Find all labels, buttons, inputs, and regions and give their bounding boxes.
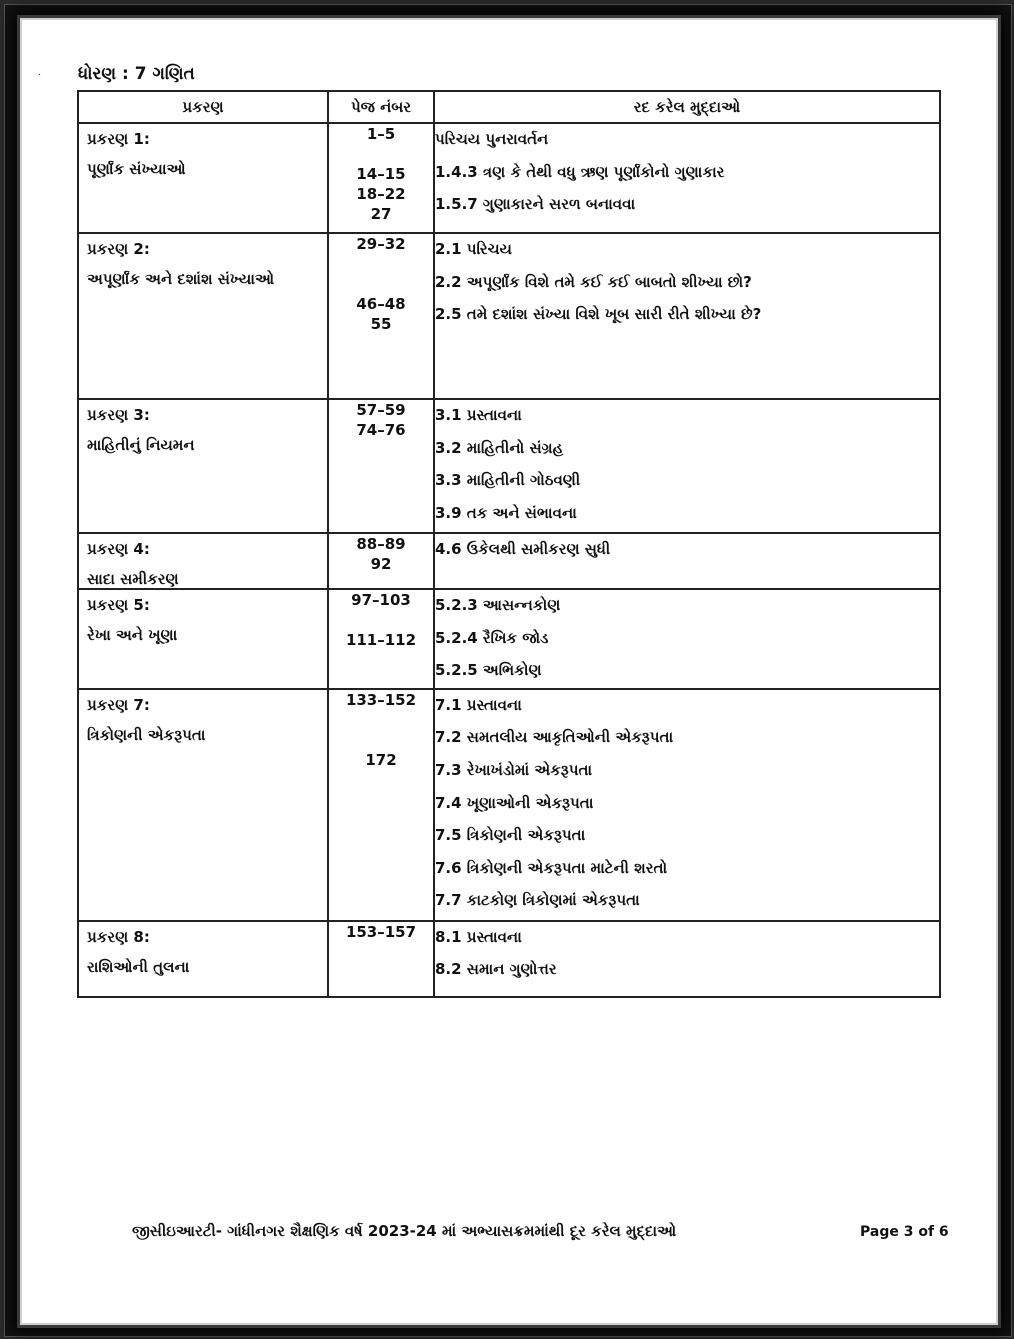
column-header-topics: રદ કરેલ મુદ્દાઓ xyxy=(434,91,940,123)
pages-cell xyxy=(328,123,434,233)
page-range: 27 xyxy=(370,205,392,223)
column-header-chapter: પ્રકરણ xyxy=(78,91,328,123)
chapter-number: પ્રકરણ 2: xyxy=(87,240,150,258)
chapter-name: રાશિઓની તુલના xyxy=(87,957,190,976)
scan-mark: · xyxy=(38,70,42,81)
page-range: 153–157 xyxy=(345,922,417,941)
removed-topic: 2.5 તમે દશાંશ સંખ્યા વિશે ખૂબ સારી રીતે શીખ્યા છે? xyxy=(435,305,762,324)
chapter-number: પ્રકરણ 7: xyxy=(87,695,150,714)
page-range: 111–112 xyxy=(345,631,417,649)
syllabus-table xyxy=(77,90,941,998)
page-range: 92 xyxy=(370,555,392,573)
page-range: 74–76 xyxy=(356,421,406,439)
removed-topic: 2.1 પરિચય xyxy=(435,240,512,258)
page-range: 88–89 xyxy=(356,535,406,553)
page-range: 1–5 xyxy=(366,125,396,143)
page-range: 172 xyxy=(365,750,397,769)
chapter-row xyxy=(78,533,940,589)
chapter-cell xyxy=(78,589,328,689)
pages-cell xyxy=(328,921,434,997)
page-range: 97–103 xyxy=(351,591,411,609)
topics-cell xyxy=(434,689,940,921)
chapter-name: પૂર્ણાંક સંખ્યાઓ xyxy=(87,160,186,178)
removed-topic: 7.2 સમતલીય આકૃતિઓની એકરૂપતા xyxy=(435,728,674,747)
removed-topic: 3.3 માહિતીની ગોઠવણી xyxy=(435,471,581,490)
removed-topic: 5.2.4 રૈખિક જોડ xyxy=(435,628,549,647)
topics-cell xyxy=(434,533,940,589)
page-range: 46–48 xyxy=(356,295,406,313)
chapter-number: પ્રકરણ 5: xyxy=(87,596,150,614)
removed-topic: 7.6 ત્રિકોણની એકરૂપતા માટેની શરતો xyxy=(435,858,668,877)
removed-topic: 3.9 તક અને સંભાવના xyxy=(435,503,577,522)
removed-topic: 1.4.3 ત્રણ કે તેથી વધુ ઋણ પૂર્ણાંકોનો ગુણાકાર xyxy=(435,162,725,181)
chapter-cell xyxy=(78,689,328,921)
topics-cell xyxy=(434,123,940,233)
pages-cell xyxy=(328,399,434,533)
page-range: 57–59 xyxy=(356,401,406,419)
chapter-number: પ્રકરણ 1: xyxy=(87,130,150,148)
page-range: 133–152 xyxy=(345,690,417,709)
chapter-row xyxy=(78,589,940,689)
page-range: 18–22 xyxy=(356,185,406,203)
page-number: Page 3 of 6 xyxy=(860,1224,949,1240)
removed-topic: 8.2 સમાન ગુણોત્તર xyxy=(435,960,557,979)
page-range xyxy=(329,274,433,294)
chapter-name: ત્રિકોણની એકરૂપતા xyxy=(87,725,206,744)
page-range: 55 xyxy=(370,315,392,333)
chapter-name: રેખા અને ખૂણા xyxy=(87,626,178,644)
topics-cell xyxy=(434,589,940,689)
page-range: 14–15 xyxy=(356,165,406,183)
pages-cell xyxy=(328,589,434,689)
removed-topic: 4.6 ઉકેલથી સમીકરણ સુધી xyxy=(435,540,611,558)
chapter-name: સાદા સમીકરણ xyxy=(87,570,179,588)
chapter-cell xyxy=(78,533,328,589)
chapter-cell xyxy=(78,399,328,533)
page-range: 29–32 xyxy=(356,235,406,253)
topics-cell xyxy=(434,399,940,533)
removed-topic: 7.4 ખૂણાઓની એકરૂપતા xyxy=(435,793,594,812)
chapter-row xyxy=(78,123,940,233)
removed-topic: 1.5.7 ગુણાકારને સરળ બનાવવા xyxy=(435,195,636,214)
page-range xyxy=(329,144,433,164)
topics-cell xyxy=(434,233,940,399)
chapter-cell xyxy=(78,921,328,997)
pages-cell xyxy=(328,689,434,921)
chapter-name: અપૂર્ણાંક અને દશાંશ સંખ્યાઓ xyxy=(87,270,275,288)
chapter-cell xyxy=(78,233,328,399)
page-range xyxy=(329,730,433,750)
removed-topic: 3.1 પ્રસ્તાવના xyxy=(435,406,522,424)
pages-cell xyxy=(328,533,434,589)
table-header-row xyxy=(78,91,940,123)
removed-topic: 8.1 પ્રસ્તાવના xyxy=(435,927,522,946)
chapter-number: પ્રકરણ 8: xyxy=(87,927,150,946)
removed-topic: 7.1 પ્રસ્તાવના xyxy=(435,695,522,714)
chapter-number: પ્રકરણ 3: xyxy=(87,406,150,424)
footer-text: જીસીઇઆરટી- ગાંધીનગર શૈક્ષણિક વર્ષ 2023-24 માં અભ્યાસક્રમમાંથી દૂર કરેલ મુદ્દાઓ xyxy=(132,1222,677,1240)
document-page xyxy=(20,18,998,1325)
removed-topic: 5.2.5 અભિકોણ xyxy=(435,661,542,680)
column-header-pages: પેજ નંબર xyxy=(328,91,434,123)
removed-topic: 3.2 માહિતીનો સંગ્રહ xyxy=(435,438,564,457)
page-heading: ધોરણ : 7 ગણિત xyxy=(78,64,195,84)
chapter-row xyxy=(78,689,940,921)
chapter-cell xyxy=(78,123,328,233)
removed-topic: 2.2 અપૂર્ણાંક વિશે તમે કઈ કઈ બાબતો શીખ્યા છો? xyxy=(435,272,752,291)
page-range xyxy=(329,254,433,274)
pages-cell xyxy=(328,233,434,399)
table-body xyxy=(78,123,940,997)
chapter-row xyxy=(78,921,940,997)
chapter-row xyxy=(78,233,940,399)
removed-topic: 5.2.3 આસન્નકોણ xyxy=(435,596,561,614)
removed-topic: 7.3 રેખાખંડોમાં એકરૂપતા xyxy=(435,760,593,779)
chapter-row xyxy=(78,399,940,533)
removed-topic: 7.7 કાટકોણ ત્રિકોણમાં એકરૂપતા xyxy=(435,891,640,910)
page-range xyxy=(329,710,433,730)
chapter-number: પ્રકરણ 4: xyxy=(87,540,150,558)
removed-topic: પરિચય પુનરાવર્તન xyxy=(435,130,549,148)
chapter-name: માહિતીનું નિયમન xyxy=(87,436,195,454)
removed-topic: 7.5 ત્રિકોણની એકરૂપતા xyxy=(435,826,586,845)
topics-cell xyxy=(434,921,940,997)
page-range xyxy=(329,610,433,630)
